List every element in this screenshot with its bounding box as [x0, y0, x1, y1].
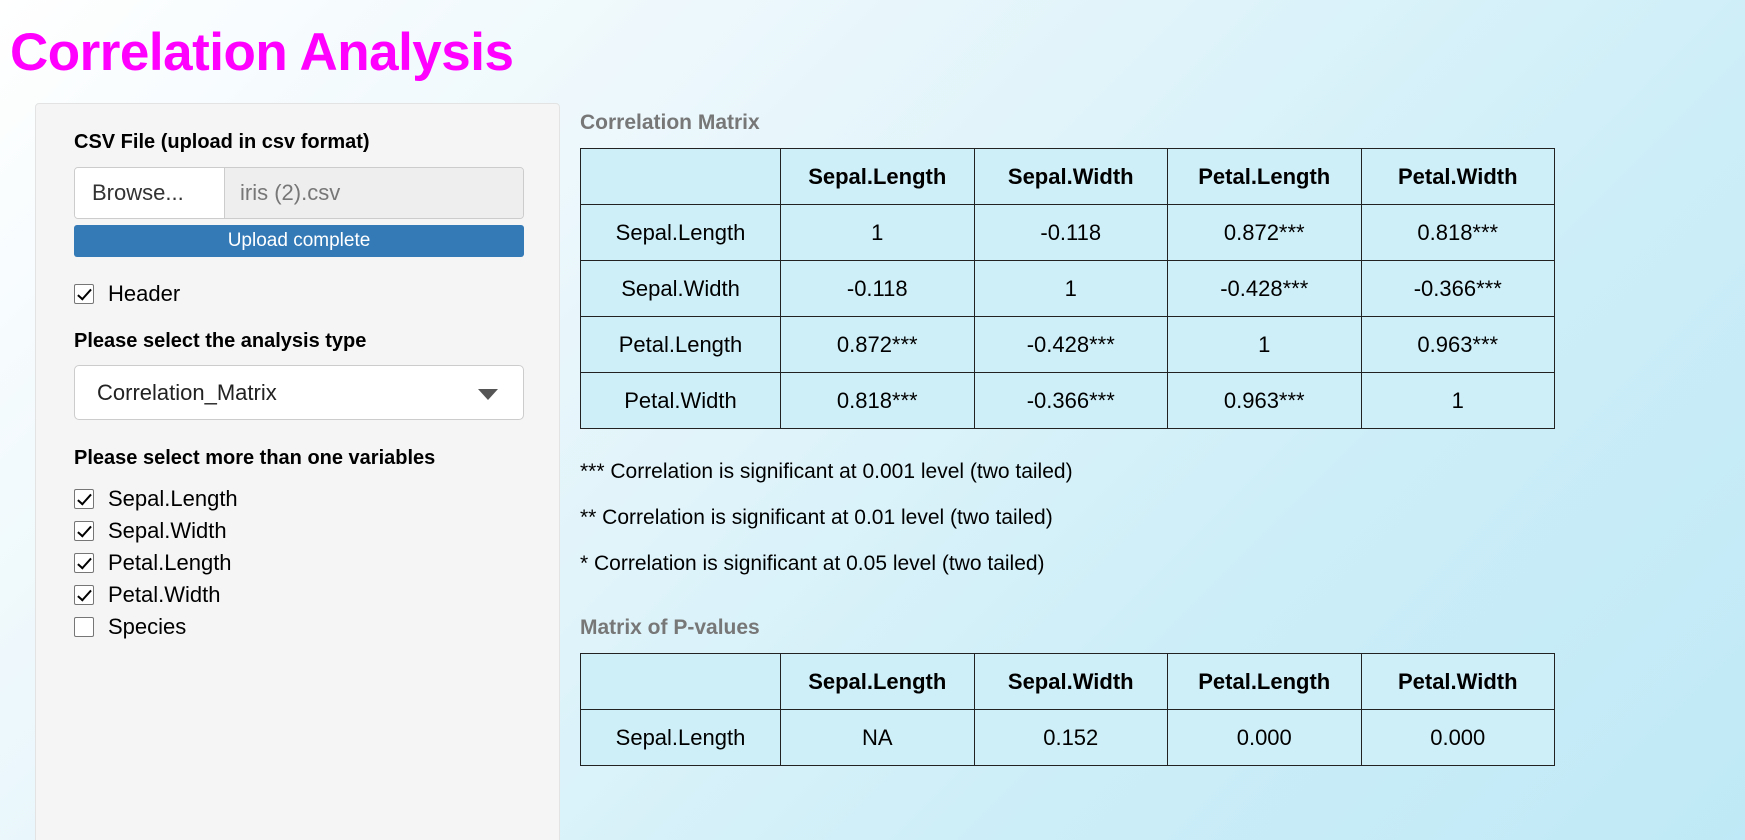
cell: 0.152	[974, 710, 1168, 766]
cell: 0.872***	[781, 317, 975, 373]
col-header-petal-width: Petal.Width	[1361, 654, 1555, 710]
col-header-sepal-length: Sepal.Length	[781, 149, 975, 205]
row-header: Sepal.Length	[581, 710, 781, 766]
cell: -0.118	[974, 205, 1168, 261]
table-row	[581, 373, 1555, 429]
variable-label-species: Species	[108, 613, 187, 639]
analysis-type-value: Correlation_Matrix	[97, 379, 277, 405]
file-name-display: iris (2).csv	[225, 168, 523, 218]
cell: -0.366***	[1361, 261, 1555, 317]
upload-progress-bar: Upload complete	[74, 225, 524, 257]
row-header: Petal.Width	[581, 373, 781, 429]
cell: -0.118	[781, 261, 975, 317]
pvalue-matrix-table	[580, 653, 1555, 766]
cell: -0.428***	[1168, 261, 1362, 317]
results-panel	[580, 103, 1700, 766]
chevron-down-icon[interactable]	[478, 389, 498, 400]
cell: 0.818***	[781, 373, 975, 429]
checkbox-petal-width[interactable]	[74, 585, 94, 605]
variable-row-petal-width[interactable]	[74, 582, 521, 608]
main-layout	[0, 83, 1745, 840]
variable-row-species[interactable]	[74, 614, 521, 640]
checkbox-species[interactable]	[74, 617, 94, 637]
table-row	[581, 261, 1555, 317]
row-header: Sepal.Width	[581, 261, 781, 317]
variable-row-petal-length[interactable]	[74, 550, 521, 576]
table-header-row	[581, 149, 1555, 205]
checkbox-sepal-length[interactable]	[74, 489, 94, 509]
cell: 0.000	[1168, 710, 1362, 766]
variables-label: Please select more than one variables	[74, 447, 436, 470]
header-checkbox-label: Header	[108, 280, 181, 306]
significance-note-01: ** Correlation is significant at 0.01 level (two tailed)	[580, 506, 1053, 529]
spacer	[580, 576, 1700, 616]
csv-file-label: CSV File (upload in csv format)	[74, 131, 370, 153]
cell: 1	[1168, 317, 1362, 373]
significance-note-05: * Correlation is significant at 0.05 level (two tailed)	[580, 552, 1045, 575]
cell: 0.963***	[1361, 317, 1555, 373]
corner-cell	[581, 149, 781, 205]
header-checkbox-row[interactable]	[74, 281, 521, 307]
cell: -0.428***	[974, 317, 1168, 373]
table-row	[581, 317, 1555, 373]
page-title: Correlation Analysis	[10, 23, 514, 82]
row-header: Sepal.Length	[581, 205, 781, 261]
cell: NA	[781, 710, 975, 766]
col-header-petal-width: Petal.Width	[1361, 149, 1555, 205]
cell: 0.963***	[1168, 373, 1362, 429]
cell: 0.872***	[1168, 205, 1362, 261]
analysis-type-select[interactable]	[74, 365, 524, 420]
cell: 0.000	[1361, 710, 1555, 766]
cell: -0.366***	[974, 373, 1168, 429]
pvalue-matrix-title: Matrix of P-values	[580, 616, 760, 639]
correlation-matrix-table	[580, 148, 1555, 429]
corner-cell	[581, 654, 781, 710]
cell: 1	[974, 261, 1168, 317]
col-header-sepal-length: Sepal.Length	[781, 654, 975, 710]
table-header-row	[581, 654, 1555, 710]
row-header: Petal.Length	[581, 317, 781, 373]
variable-label-sepal-width: Sepal.Width	[108, 517, 227, 543]
cell: 1	[1361, 373, 1555, 429]
col-header-petal-length: Petal.Length	[1168, 149, 1362, 205]
cell: 0.818***	[1361, 205, 1555, 261]
checkbox-petal-length[interactable]	[74, 553, 94, 573]
cell: 1	[781, 205, 975, 261]
variable-row-sepal-length[interactable]	[74, 486, 521, 512]
analysis-type-label: Please select the analysis type	[74, 329, 367, 352]
correlation-matrix-title: Correlation Matrix	[580, 111, 760, 134]
header-checkbox[interactable]	[74, 284, 94, 304]
table-row	[581, 710, 1555, 766]
checkbox-sepal-width[interactable]	[74, 521, 94, 541]
significance-note-001: *** Correlation is significant at 0.001 level (two tailed)	[580, 460, 1073, 483]
file-input[interactable]	[74, 167, 524, 219]
col-header-petal-length: Petal.Length	[1168, 654, 1362, 710]
variable-label-petal-length: Petal.Length	[108, 549, 232, 575]
variable-label-petal-width: Petal.Width	[108, 581, 221, 607]
variable-row-sepal-width[interactable]	[74, 518, 521, 544]
browse-button[interactable]: Browse...	[75, 168, 225, 218]
sidebar-panel	[35, 103, 560, 840]
col-header-sepal-width: Sepal.Width	[974, 149, 1168, 205]
col-header-sepal-width: Sepal.Width	[974, 654, 1168, 710]
table-row	[581, 205, 1555, 261]
variable-label-sepal-length: Sepal.Length	[108, 485, 238, 511]
